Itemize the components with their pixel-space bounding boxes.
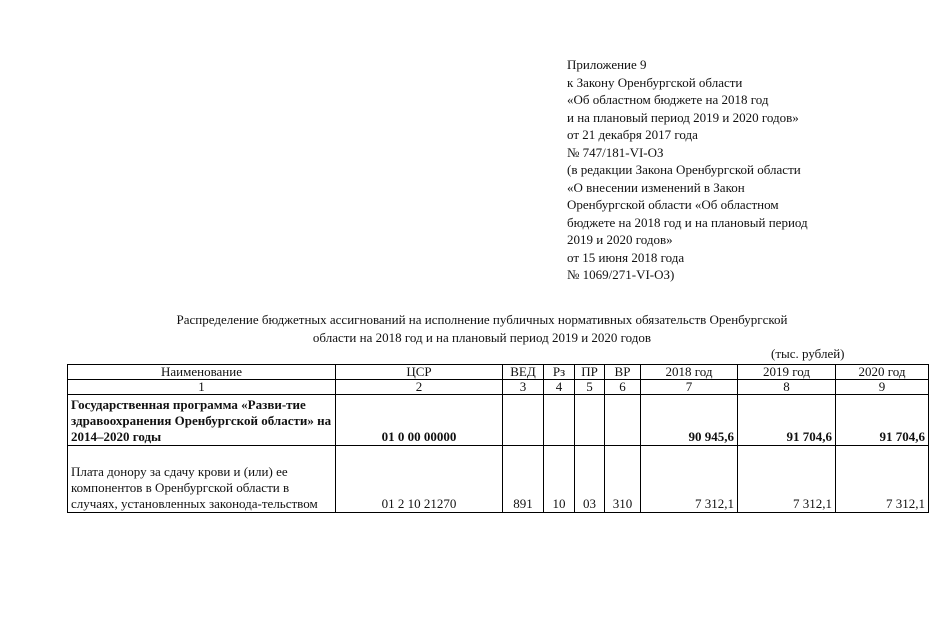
table-header-row — [68, 365, 929, 380]
header-rz: Рз — [544, 365, 575, 380]
column-number: 6 — [605, 380, 641, 395]
column-number: 5 — [575, 380, 605, 395]
row-2020: 7 312,1 — [836, 446, 929, 513]
column-number: 2 — [336, 380, 503, 395]
row-name: Государственная программа «Разви-тие здравоохранения Оренбургской области» на 2014–2020 годы — [68, 395, 336, 446]
appendix-line: № 747/181-VI-ОЗ — [567, 144, 664, 160]
document-title-line: области на 2018 год и на плановый период 2019 и 2020 годов — [312, 329, 652, 345]
appendix-line: Приложение 9 — [567, 57, 647, 72]
row-csr: 01 0 00 00000 — [336, 395, 503, 446]
header-2020: 2020 год — [836, 365, 929, 380]
appendix-line: «О внесении изменений в Закон — [567, 179, 745, 195]
budget-table — [67, 364, 929, 513]
appendix-line: бюджете на 2018 год и на плановый период — [567, 214, 808, 230]
row-2018: 7 312,1 — [641, 446, 738, 513]
table-row — [68, 446, 929, 513]
row-2020: 91 704,6 — [836, 395, 929, 446]
row-ved: 891 — [503, 446, 544, 513]
row-vr: 310 — [605, 446, 641, 513]
column-number: 9 — [836, 380, 929, 395]
header-vr: ВР — [605, 365, 641, 380]
appendix-line: от 15 июня 2018 года — [567, 249, 685, 265]
header-2018: 2018 год — [641, 365, 738, 380]
header-name: Наименование — [68, 365, 336, 380]
appendix-line: № 1069/271-VI-ОЗ) — [567, 267, 675, 282]
column-number: 4 — [544, 380, 575, 395]
row-2019: 7 312,1 — [738, 446, 836, 513]
row-ved — [503, 395, 544, 446]
column-number: 8 — [738, 380, 836, 395]
table-row — [68, 395, 929, 446]
row-csr: 01 2 10 21270 — [336, 446, 503, 513]
row-name: Плата донору за сдачу крови и (или) ее компонентов в Оренбургской области в случаях, установленных законода-тельством — [68, 446, 336, 513]
appendix-line: Оренбургской области «Об областном — [567, 197, 779, 212]
document-title — [112, 311, 852, 346]
row-rz — [544, 395, 575, 446]
header-pr: ПР — [575, 365, 605, 380]
row-2019: 91 704,6 — [738, 395, 836, 446]
column-number-row — [68, 380, 929, 395]
header-2019: 2019 год — [738, 365, 836, 380]
appendix-line: (в редакции Закона Оренбургской области — [567, 162, 801, 177]
row-rz: 10 — [544, 446, 575, 513]
document-title-line: Распределение бюджетных ассигнований на исполнение публичных нормативных обязательств Оренбургской — [176, 312, 788, 327]
header-csr: ЦСР — [336, 365, 503, 380]
column-number: 3 — [503, 380, 544, 395]
row-pr: 03 — [575, 446, 605, 513]
appendix-line: и на плановый период 2019 и 2020 годов» — [567, 109, 799, 125]
appendix-line: от 21 декабря 2017 года — [567, 127, 698, 142]
units-label: (тыс. рублей) — [771, 346, 845, 361]
column-number: 7 — [641, 380, 738, 395]
row-pr — [575, 395, 605, 446]
header-ved: ВЕД — [503, 365, 544, 380]
row-vr — [605, 395, 641, 446]
appendix-line: «Об областном бюджете на 2018 год — [567, 92, 769, 107]
column-number: 1 — [68, 380, 336, 395]
appendix-line: к Закону Оренбургской области — [567, 74, 743, 90]
appendix-header — [567, 56, 887, 284]
row-2018: 90 945,6 — [641, 395, 738, 446]
appendix-line: 2019 и 2020 годов» — [567, 232, 673, 247]
